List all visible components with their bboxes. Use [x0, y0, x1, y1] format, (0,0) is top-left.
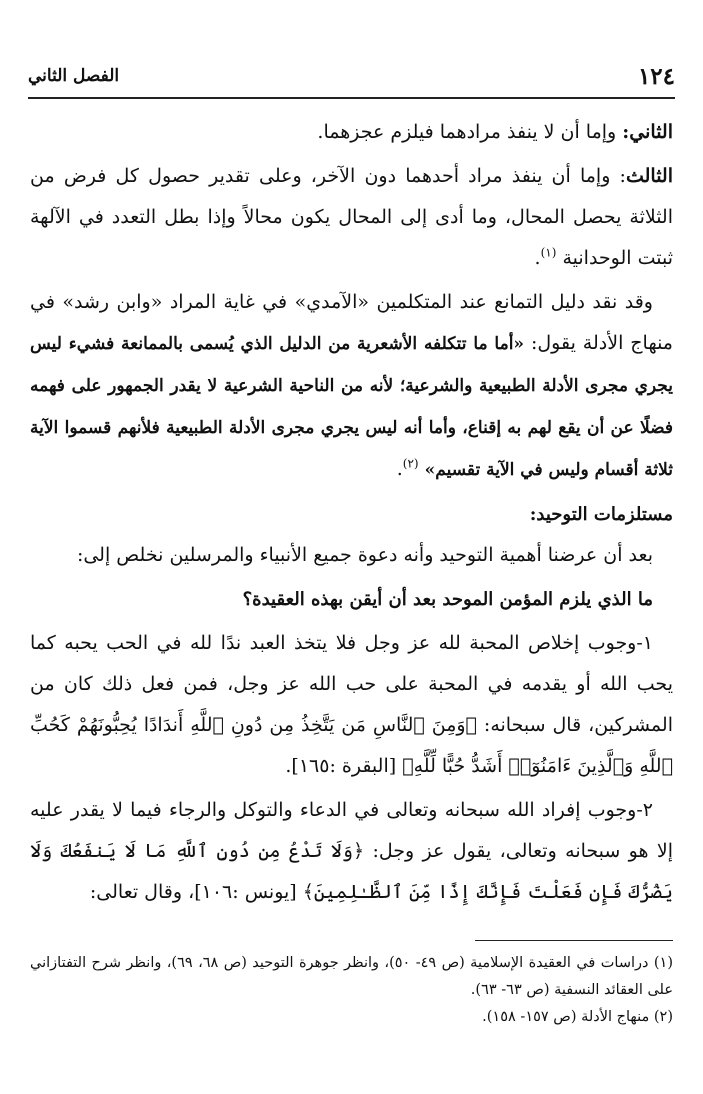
page-number: ١٢٤	[637, 62, 675, 90]
verse-citation: [البقرة :١٦٥].	[285, 755, 403, 777]
question-heading: ما الذي يلزم المؤمن الموحد بعد أن أيقن بهذه العقيدة؟	[242, 589, 653, 610]
paragraph-point-2	[30, 790, 673, 913]
paragraph-third: الثالث: وإما أن ينفذ مراد أحدهما دون الآخر، وعلى تقدير حصول كل فرض من الثلاثة يحصل المحال، وما أدى إلى المحال يكون محالاً وإذا بطل التعدد في الآلهة ثبتت الوحدانية $^{(١)}$.	[30, 165, 673, 269]
paragraph-point-1	[30, 623, 673, 787]
paragraph-label: الثاني:	[622, 121, 673, 143]
section-heading: مستلزمات التوحيد:	[529, 504, 673, 525]
verse-citation: [يونس :١٠٦]، وقال تعالى:	[89, 881, 303, 903]
footnote-ref: (١)	[540, 245, 557, 260]
quran-verse: ﴿وَمِنَ ٱلنَّاسِ مَن يَتَّخِذُ مِن دُونِ ٱللَّهِ أَندَادًا يُحِبُّونَهُمْ كَحُبِّ ٱللَّهِ وَٱلَّذِينَ ءَامَنُوٓا۟ أَشَدُّ حُبًّا لِّلَّهِ﴾	[30, 714, 673, 777]
footnote-ref: (٢)	[402, 456, 419, 471]
footnote-2: (٢) منهاج الأدلة (ص ١٥٧- ١٥٨).	[482, 1009, 673, 1025]
paragraph-text: ١-وجوب إخلاص المحبة لله عز وجل فلا يتخذ العبد ندًا لله في الحب يحبه كما يحب الله أو يقدمه في المحبة على حب الله عز وجل، فمن فعل ذلك كان من المشركين، قال سبحانه:	[30, 632, 673, 736]
paragraph-second	[30, 112, 673, 153]
body-text	[30, 112, 673, 913]
paragraph-intro: بعد أن عرضنا أهمية التوحيد وأنه دعوة جميع الأنبياء والمرسلين نخلص إلى:	[76, 544, 653, 566]
paragraph-text: وقد نقد دليل التمانع عند المتكلمين «الآمدي» في غاية المراد «وابن رشد» في منهاج الأدلة يقول:	[30, 291, 673, 354]
footnotes	[30, 950, 673, 1031]
paragraph-text: : وإما أن ينفذ مراد أحدهما دون الآخر، وعلى تقدير حصول كل فرض من الثلاثة يحصل المحال، وما أدى إلى المحال يكون محالاً وإذا بطل التعدد في الآلهة ثبتت الوحدانية	[30, 165, 673, 269]
quotation: «أما ما تتكلفه الأشعرية من الدليل الذي يُسمى بالممانعة فشيء ليس يجري مجرى الأدلة الطبيعية والشرعية؛ لأنه من الناحية الشرعية لا يقدر الجمهور على فهمه فضلًا عن أن يقع لهم به إقناع، وأما أنه ليس يجري مجرى الأدلة الطبيعية فلأنهم قسموا الآية ثلاثة أقسام وليس في الآية تقسيم»	[30, 334, 673, 480]
quran-verse: ﴿وَلَا تَدْعُ مِن دُونِ ٱللَّهِ مَا لَا يَنفَعُكَ وَلَا يَضُرُّكَ فَإِن فَعَلْتَ فَإِنَّكَ إِذًا مِّنَ ٱلظَّـٰلِمِينَ﴾	[30, 840, 673, 903]
paragraph-text: ٢-وجوب إفراد الله سبحانه وتعالى في الدعاء والتوكل والرجاء فيما لا يقدر عليه إلا هو سبحانه وتعالى، يقول عز وجل:	[30, 799, 673, 862]
paragraph-label: الثالث	[625, 165, 673, 187]
paragraph-critique: وقد نقد دليل التمانع عند المتكلمين «الآمدي» في غاية المراد «وابن رشد» في منهاج الأدلة يقول: «أما ما تتكلفه الأشعرية من الدليل الذي يُسمى بالممانعة فشيء ليس يجري مجرى الأدلة الطبيعية والشرعية؛ لأنه من الناحية الشرعية لا يقدر الجمهور على فهمه فضلًا عن أن يقع لهم به إقناع، وأما أنه ليس يجري مجرى الأدلة الطبيعية فلأنهم قسموا الآية ثلاثة أقسام وليس في الآية تقسيم» $^{(٢)}$.	[30, 291, 673, 480]
chapter-title: الفصل الثاني	[28, 66, 120, 86]
page-header	[28, 58, 675, 94]
footnote-divider	[475, 940, 673, 941]
paragraph-text: وإما أن لا ينفذ مرادهما فيلزم عجزهما.	[317, 121, 623, 143]
footnote-1: (١) دراسات في العقيدة الإسلامية (ص ٤٩- ٥٠)، وانظر جوهرة التوحيد (ص ٦٨، ٦٩)، وانظر شرح التفتازاني على العقائد النسفية (ص ٦٣- ٦٣).	[30, 955, 673, 998]
header-divider	[28, 97, 675, 99]
